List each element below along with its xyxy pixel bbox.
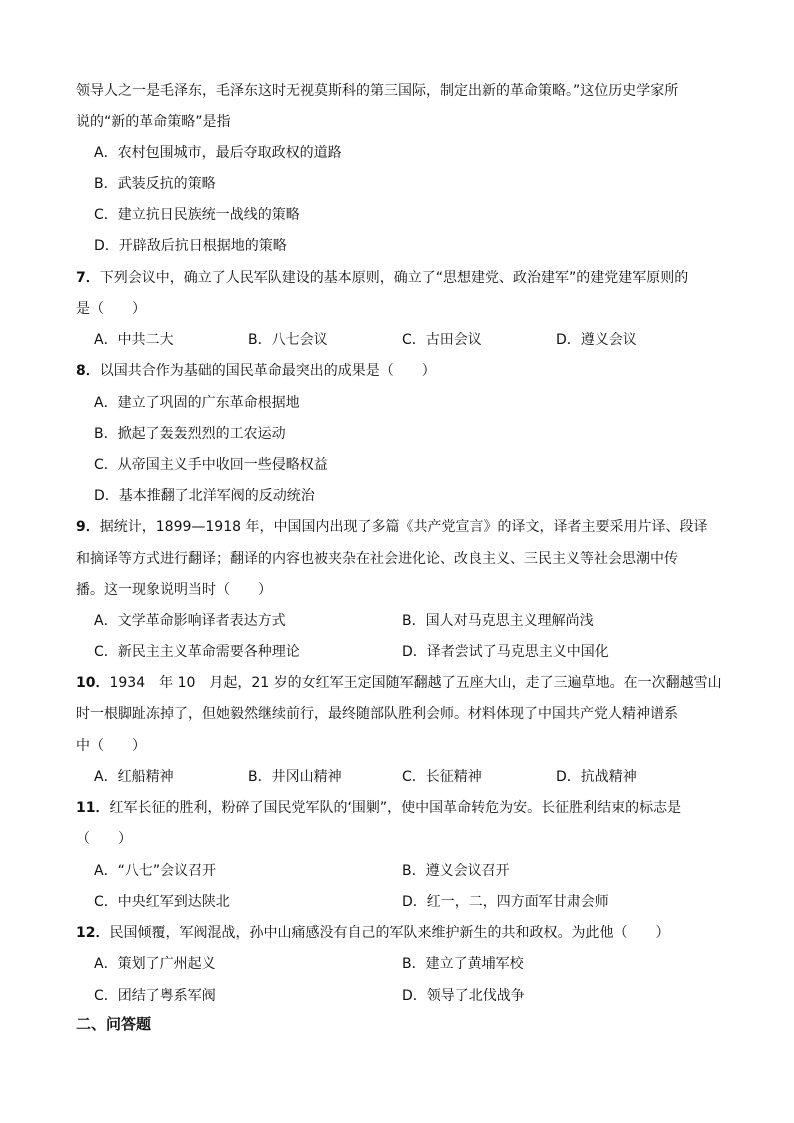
question-10-option-c: C．长征精神 [402,769,482,785]
intro-option-a: A．农村包围城市，最后夺取政权的道路 [94,145,342,161]
question-11-number: 11． [76,800,110,816]
question-9-option-a: A．文学革命影响译者表达方式 [94,613,286,629]
section-heading-qa: 二、问答题 [76,1015,152,1033]
question-12-text: 民国倾覆，军阀混战，孙中山痛感没有自己的军队来维护新生的共和政权。为此他（ ） [109,925,670,941]
question-11-line-1 [76,798,726,818]
question-8-option-d: D．基本推翻了北洋军阀的反动统治 [94,488,315,504]
question-8-text: 以国共合作为基础的国民革命最突出的成果是（ ） [99,363,436,379]
question-12-option-b: B．建立了黄埔军校 [402,956,524,972]
intro-option-c: C．建立抗日民族统一战线的策略 [94,207,300,223]
question-8-option-a: A．建立了巩固的广东革命根据地 [94,395,300,411]
question-8-option-c: C．从帝国主义手中收回一些侵略权益 [94,457,328,473]
question-8-number: 8． [76,363,100,379]
question-11-option-b: B．遵义会议召开 [402,863,510,879]
question-8-option-b: B．掀起了轰轰烈烈的工农运动 [94,426,286,442]
question-9-line-1 [76,517,726,537]
question-12-option-a: A．策划了广州起义 [94,956,216,972]
question-10-line-3: 中（ ） [76,738,146,754]
intro-line-2: 说的“新的革命策略”是指 [76,114,231,130]
question-12-number: 12． [76,925,110,941]
question-12-line-1 [76,923,726,943]
question-10-option-b: B．井冈山精神 [248,769,342,785]
question-9-option-b: B．国人对马克思主义理解尚浅 [402,613,594,629]
question-7-option-a: A．中共二大 [94,332,174,348]
question-11-option-a: A．“八七”会议召开 [94,863,217,879]
question-9-line-3: 播。这一现象说明当时（ ） [76,582,272,598]
question-7-option-c: C．古田会议 [402,332,482,348]
question-11-text: 红军长征的胜利，粉碎了国民党军队的‘围剿”，使中国革命转危为安。长征胜利结束的标志是 [109,800,682,816]
intro-line-1: 领导人之一是毛泽东，毛泽东这时无视莫斯科的第三国际，制定出新的革命策略。”这位历史学家所 [76,83,679,99]
question-7-number: 7． [76,270,100,286]
question-7-line-2: 是（ ） [76,301,146,317]
question-9-text: 据统计，1899—1918 年，中国国内出现了多篇《共产党宣言》的译文，译者主要采用片译、段译 [99,519,708,535]
intro-option-b: B．武装反抗的策略 [94,176,216,192]
question-7-option-b: B．八七会议 [248,332,328,348]
question-11-option-d: D．红一，二，四方面军甘肃会师 [402,894,609,910]
question-10-number: 10． [76,675,110,691]
question-11-line-2: （ ） [76,831,132,847]
question-10-option-d: D．抗战精神 [556,769,637,785]
intro-option-d: D．开辟敌后抗日根据地的策略 [94,238,287,254]
question-10-line-1 [76,673,726,693]
question-10-line-2: 时一根脚趾冻掉了，但她毅然继续前行，最终随部队胜利会师。材料体现了中国共产党人精神谱系 [76,706,678,722]
question-11-option-c: C．中央红军到达陕北 [94,894,230,910]
question-9-option-c: C．新民主主义革命需要各种理论 [94,644,300,660]
question-9-option-d: D．译者尝试了马克思主义中国化 [402,644,609,660]
question-7-line-1 [76,268,726,288]
question-10-option-a: A．红船精神 [94,769,174,785]
question-12-option-d: D．领导了北伐战争 [402,988,525,1004]
question-8-line-1 [76,361,726,381]
question-12-option-c: C．团结了粤系军阀 [94,988,216,1004]
question-7-option-d: D．遵义会议 [556,332,637,348]
question-9-line-2: 和摘译等方式进行翻译；翻译的内容也被夹杂在社会进化论、改良主义、三民主义等社会思潮中传 [76,551,678,567]
question-10-text: 1934 年 10 月起，21 岁的女红军王定国随军翻越了五座大山，走了三遍草地。在一次翻越雪山 [109,675,722,691]
question-7-text: 下列会议中，确立了人民军队建设的基本原则，确立了“思想建党、政治建军”的建党建军原则的 [99,270,689,286]
question-9-number: 9． [76,519,100,535]
